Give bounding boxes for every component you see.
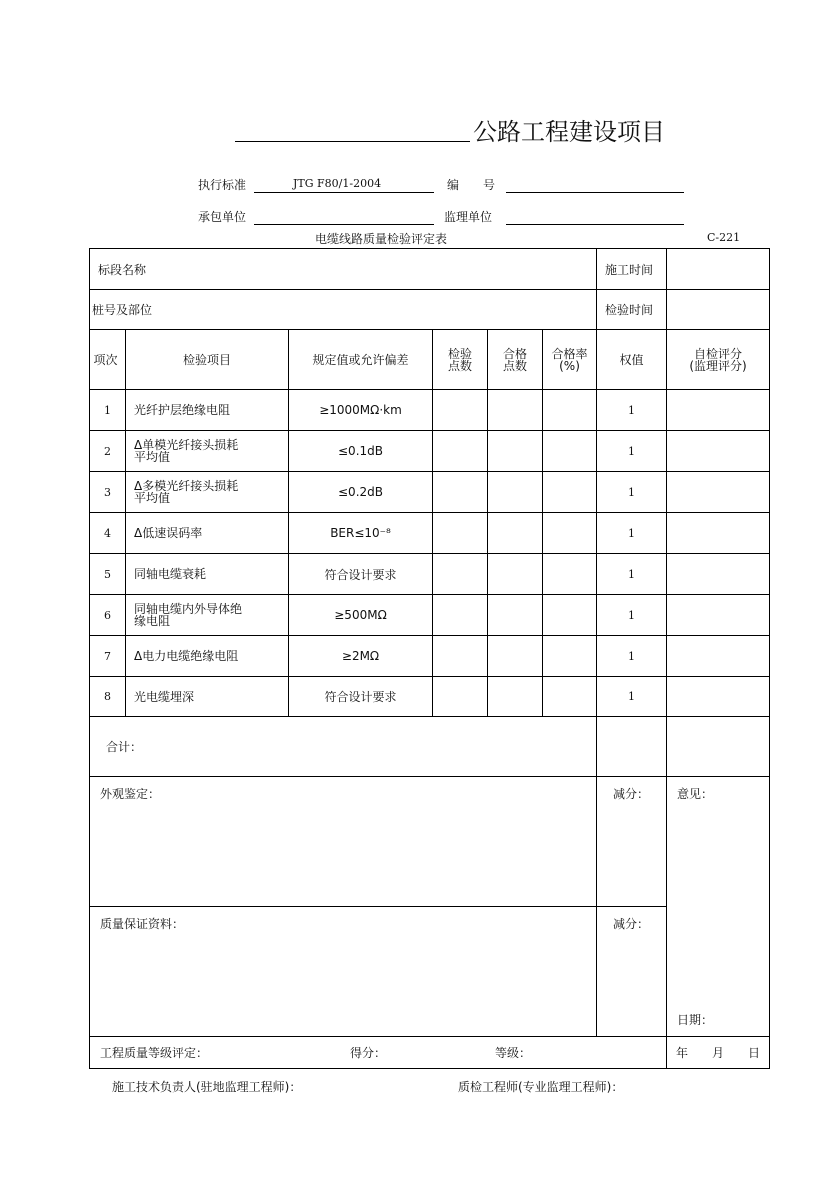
row-item	[125, 430, 289, 472]
date-ymd	[666, 1036, 770, 1069]
standard-label: 执行标准	[198, 178, 247, 192]
row-number	[89, 594, 126, 636]
row-spec	[288, 676, 433, 717]
row-number	[89, 471, 126, 513]
row-spec	[288, 512, 433, 554]
column-header-text: 自检评分 (监理评分)	[689, 346, 747, 373]
row-pass-points[interactable]	[487, 471, 543, 513]
quality-docs-deduct-label	[596, 906, 667, 1037]
row-pass-rate[interactable]	[542, 471, 597, 513]
column-header	[89, 329, 126, 390]
row-item	[125, 471, 289, 513]
standard-value: JTG F80/1-2004	[293, 177, 382, 190]
date-ymd-text: 年 月 日	[675, 1046, 760, 1060]
row-item	[125, 676, 289, 717]
inspection-time-label	[596, 289, 667, 330]
row-spec	[288, 553, 433, 595]
row-score[interactable]	[666, 635, 770, 677]
grade-label: 等级：	[495, 1046, 532, 1060]
row-spec-text: 符合设计要求	[324, 567, 397, 582]
row-inspect-points[interactable]	[432, 676, 488, 717]
row-weight	[596, 553, 667, 595]
row-pass-points[interactable]	[487, 430, 543, 472]
row-number-text: 1	[104, 403, 111, 417]
appearance-label	[89, 776, 597, 907]
row-number-text: 4	[104, 526, 111, 540]
row-spec	[288, 389, 433, 431]
row-number	[89, 512, 126, 554]
row-pass-rate[interactable]	[542, 430, 597, 472]
column-header-text: 项次	[93, 352, 118, 367]
row-pass-points[interactable]	[487, 553, 543, 595]
appearance-label-text: 外观鉴定：	[100, 787, 161, 801]
row-score[interactable]	[666, 553, 770, 595]
row-spec	[288, 430, 433, 472]
row-item-text: Δ电力电缆绝缘电阻	[134, 649, 239, 663]
inspection-time-label-text: 检验时间	[605, 303, 654, 317]
date-label: 日期：	[677, 1013, 714, 1027]
row-number-text: 3	[104, 485, 111, 499]
total-label	[89, 716, 597, 777]
row-item-text: Δ单模光纤接头损耗 平均值	[134, 438, 239, 464]
supervisor-field[interactable]	[506, 224, 684, 225]
column-header-text: 权值	[619, 352, 644, 367]
row-item	[125, 553, 289, 595]
row-weight	[596, 512, 667, 554]
row-number-text: 7	[104, 649, 111, 663]
construction-time-field[interactable]	[666, 248, 770, 290]
row-pass-rate[interactable]	[542, 635, 597, 677]
row-score[interactable]	[666, 471, 770, 513]
row-weight-text: 1	[628, 567, 635, 581]
row-spec-text: ≥1000MΩ·km	[319, 403, 402, 417]
row-pass-points[interactable]	[487, 594, 543, 636]
grade-eval-row	[89, 1036, 667, 1069]
section-name-label	[89, 248, 597, 290]
opinion-label-text: 意见：	[677, 787, 714, 801]
row-spec-text: 符合设计要求	[324, 690, 397, 704]
station-part-label	[89, 289, 597, 330]
row-weight-text: 1	[628, 649, 635, 663]
row-pass-points[interactable]	[487, 512, 543, 554]
row-inspect-points[interactable]	[432, 430, 488, 472]
appearance-deduct-label-text: 减分：	[613, 787, 650, 801]
column-header	[288, 329, 433, 390]
column-header-text: 检验项目	[182, 352, 231, 367]
station-part-label-text: 桩号及部位	[92, 303, 153, 317]
row-item	[125, 635, 289, 677]
footer-qc-engineer: 质检工程师(专业监理工程师)：	[458, 1080, 624, 1094]
quality-docs-label-text: 质量保证资料：	[100, 917, 185, 931]
appearance-deduct-label	[596, 776, 667, 907]
row-score[interactable]	[666, 430, 770, 472]
row-spec	[288, 471, 433, 513]
grade-eval-label: 工程质量等级评定：	[100, 1046, 209, 1060]
column-header-text: 规定值或允许偏差	[312, 352, 409, 367]
column-header-text: 合格 点数	[502, 346, 527, 373]
column-header	[666, 329, 770, 390]
row-weight	[596, 676, 667, 717]
row-number-text: 5	[104, 567, 111, 581]
row-item-text: 同轴电缆内外导体绝 缘电阻	[134, 602, 243, 628]
row-pass-rate[interactable]	[542, 512, 597, 554]
row-inspect-points[interactable]	[432, 512, 488, 554]
footer-tech-lead: 施工技术负责人(驻地监理工程师)：	[112, 1080, 302, 1094]
row-pass-rate[interactable]	[542, 389, 597, 431]
quality-docs-deduct-label-text: 减分：	[613, 917, 650, 931]
row-number	[89, 553, 126, 595]
row-score[interactable]	[666, 676, 770, 717]
row-spec	[288, 594, 433, 636]
row-number-text: 2	[104, 444, 111, 458]
row-weight-text: 1	[628, 608, 635, 622]
column-header	[596, 329, 667, 390]
row-item-text: Δ多模光纤接头损耗 平均值	[134, 479, 239, 505]
row-spec-text: ≤0.1dB	[338, 444, 383, 458]
row-weight	[596, 389, 667, 431]
row-pass-rate[interactable]	[542, 553, 597, 595]
row-inspect-points[interactable]	[432, 471, 488, 513]
row-item-text: 光纤护层绝缘电阻	[134, 403, 231, 417]
number-label: 编 号	[447, 178, 496, 192]
row-spec-text: ≥2MΩ	[341, 649, 380, 663]
column-header	[432, 329, 488, 390]
row-weight-text: 1	[628, 403, 635, 417]
row-item-text: 同轴电缆衰耗	[134, 567, 207, 581]
row-pass-rate[interactable]	[542, 594, 597, 636]
row-item	[125, 389, 289, 431]
row-weight-text: 1	[628, 485, 635, 499]
row-number-text: 8	[104, 690, 111, 703]
standard-field[interactable]	[254, 192, 434, 193]
row-inspect-points[interactable]	[432, 594, 488, 636]
row-weight-text: 1	[628, 526, 635, 540]
row-score[interactable]	[666, 512, 770, 554]
supervisor-label: 监理单位	[444, 210, 493, 224]
row-inspect-points[interactable]	[432, 389, 488, 431]
row-item-text: Δ低速误码率	[134, 526, 203, 540]
total-weight[interactable]	[596, 716, 667, 777]
score-label: 得分：	[350, 1046, 387, 1060]
row-inspect-points[interactable]	[432, 635, 488, 677]
column-header	[125, 329, 289, 390]
row-spec	[288, 635, 433, 677]
form-code: C-221	[707, 231, 741, 244]
column-header	[487, 329, 543, 390]
construction-time-label-text: 施工时间	[605, 262, 654, 277]
project-name-line[interactable]	[235, 141, 470, 142]
form-title: 电缆线路质量检验评定表	[315, 232, 448, 246]
total-label-text: 合计：	[106, 740, 143, 754]
row-inspect-points[interactable]	[432, 553, 488, 595]
row-weight	[596, 471, 667, 513]
construction-time-label	[596, 248, 667, 290]
row-pass-points[interactable]	[487, 676, 543, 717]
row-item	[125, 512, 289, 554]
column-header	[542, 329, 597, 390]
row-number	[89, 676, 126, 717]
row-pass-points[interactable]	[487, 635, 543, 677]
row-number	[89, 389, 126, 431]
row-pass-rate[interactable]	[542, 676, 597, 717]
number-field[interactable]	[506, 192, 684, 193]
row-spec-text: ≥500MΩ	[334, 608, 387, 622]
row-weight-text: 1	[628, 444, 635, 458]
row-item	[125, 594, 289, 636]
row-number	[89, 635, 126, 677]
row-weight-text: 1	[628, 690, 635, 703]
row-weight	[596, 635, 667, 677]
row-pass-points[interactable]	[487, 389, 543, 431]
column-header-text: 合格率 (%)	[551, 346, 588, 373]
section-name-label-text: 标段名称	[98, 262, 147, 277]
row-score[interactable]	[666, 389, 770, 431]
contractor-label: 承包单位	[198, 210, 247, 224]
row-weight	[596, 430, 667, 472]
row-item-text: 光电缆埋深	[134, 689, 195, 704]
row-score[interactable]	[666, 594, 770, 636]
contractor-field[interactable]	[254, 224, 434, 225]
row-number-text: 6	[104, 608, 111, 622]
row-spec-text: ≤0.2dB	[338, 485, 383, 499]
total-score[interactable]	[666, 716, 770, 777]
row-spec-text: BER≤10⁻⁸	[330, 526, 391, 540]
row-weight	[596, 594, 667, 636]
row-number	[89, 430, 126, 472]
column-header-text: 检验 点数	[447, 346, 472, 373]
opinion-label	[666, 776, 770, 1037]
page-title: 公路工程建设项目	[473, 118, 665, 146]
inspection-time-field[interactable]	[666, 289, 770, 330]
quality-docs-label	[89, 906, 597, 1037]
